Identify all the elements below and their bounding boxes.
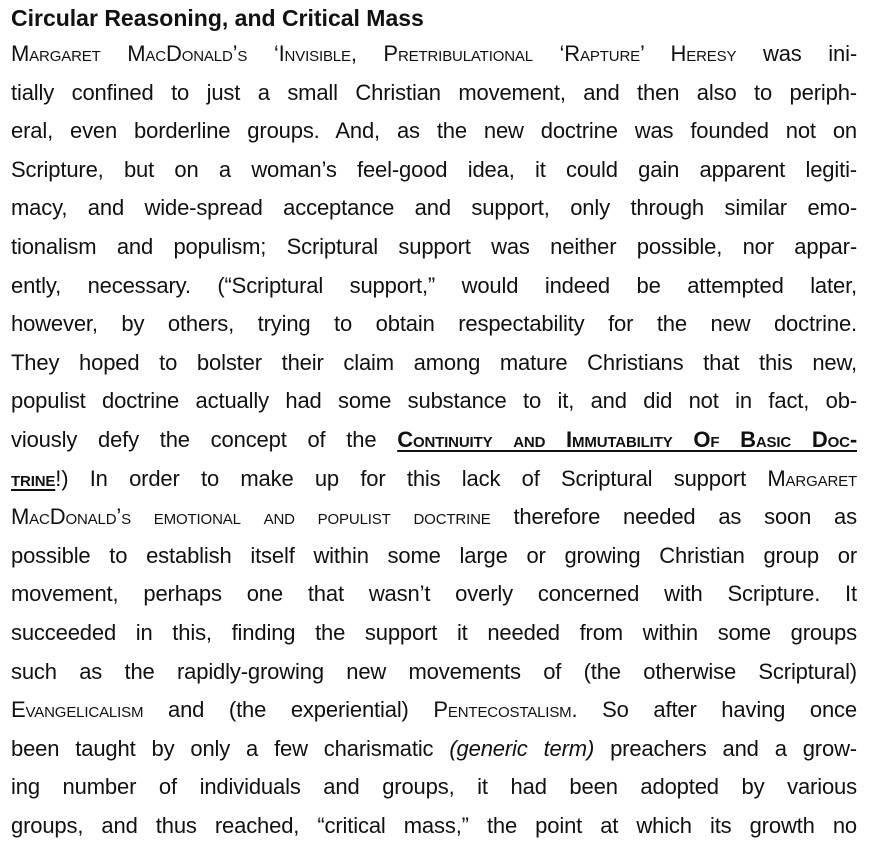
document-page <box>11 0 857 845</box>
text-run: tionalism and populism; Scriptural support was neither possible, nor appar- <box>11 233 857 259</box>
text-run: preachers and a grow- <box>594 735 857 761</box>
text-line <box>11 575 857 614</box>
text-line <box>11 189 857 228</box>
text-run: ing number of individuals and groups, it had been adopted by various <box>11 774 857 800</box>
text-run: tially confined to just a small Christian movement, and then also to periph- <box>11 79 857 105</box>
text-line <box>11 35 857 74</box>
text-line <box>11 228 857 267</box>
body-paragraph <box>11 35 857 845</box>
text-run: They hoped to bolster their claim among mature Christians that this new, <box>11 349 857 375</box>
text-line <box>11 112 857 151</box>
text-run: possible to establish itself within some large or growing Christian group or <box>11 542 857 568</box>
text-run: however, by others, trying to obtain respectability for the new doctrine. <box>11 311 857 337</box>
text-run: eral, even borderline groups. And, as the new doctrine was founded not on <box>11 118 857 144</box>
text-line <box>11 460 857 499</box>
small-caps-term: Margaret <box>767 465 857 491</box>
text-line <box>11 691 857 730</box>
text-run: was ini- <box>736 41 857 66</box>
section-heading: Circular Reasoning, and Critical Mass <box>11 5 424 31</box>
text-line <box>11 537 857 576</box>
text-line <box>11 807 857 846</box>
text-run: . So after having once <box>571 697 857 723</box>
doctrine-reference-link[interactable]: trine <box>11 465 56 491</box>
text-run: therefore needed as soon as <box>490 504 857 530</box>
text-line <box>11 382 857 421</box>
text-run: groups, and thus reached, “critical mass,” the point at which its growth no <box>11 812 857 838</box>
text-line <box>11 344 857 383</box>
small-caps-term: Evangelicalism <box>11 697 144 723</box>
text-line <box>11 498 857 537</box>
text-run: ently, necessary. (“Scriptural support,” would indeed be attempted later, <box>11 272 857 298</box>
text-line <box>11 151 857 190</box>
text-run: such as the rapidly-growing new movements of (the otherwise Scriptural) <box>11 658 857 684</box>
text-line <box>11 74 857 113</box>
text-line <box>11 421 857 460</box>
text-run: movement, perhaps one that wasn’t overly concerned with Scripture. It <box>11 581 857 607</box>
italic-note: (generic term) <box>449 735 595 761</box>
text-run: Scripture, but on a woman’s feel-good idea, it could gain apparent legiti- <box>11 156 857 182</box>
text-line <box>11 730 857 769</box>
text-run: succeeded in this, finding the support it needed from within some groups <box>11 619 857 645</box>
text-run: and (the experiential) <box>143 697 434 723</box>
text-line <box>11 768 857 807</box>
text-run: populist doctrine actually had some substance to it, and did not in fact, ob- <box>11 388 857 414</box>
small-caps-term: MacDonald’s emotional and populist doctrine <box>11 504 491 530</box>
text-run: been taught by only a few charismatic <box>11 735 450 761</box>
text-run: viously defy the concept of the <box>11 426 398 452</box>
text-line <box>11 305 857 344</box>
text-line <box>11 614 857 653</box>
doctrine-reference-link[interactable]: Continuity and Immutability Of Basic Doc- <box>397 426 857 452</box>
text-line <box>11 653 857 692</box>
small-caps-term: Margaret MacDonald’s ‘Invisible, Pretribulational ‘Rapture’ Heresy <box>11 41 737 66</box>
text-run: !) In order to make up for this lack of Scriptural support <box>55 465 768 491</box>
small-caps-term: Pentecostalism <box>433 697 572 723</box>
text-run: macy, and wide-spread acceptance and support, only through similar emo- <box>11 195 857 221</box>
text-line <box>11 267 857 306</box>
